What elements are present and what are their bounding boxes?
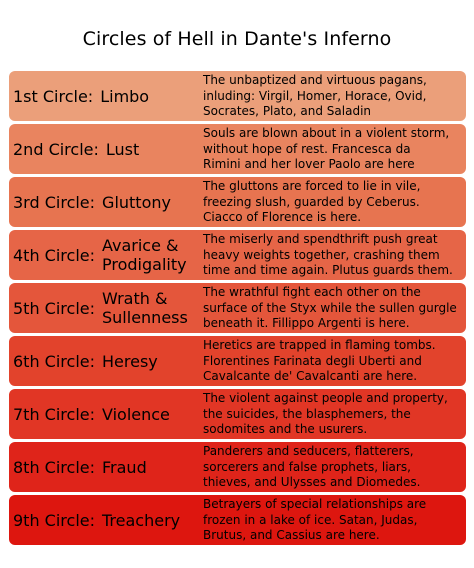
description-line: Souls are blown about in a violent storm, [203,126,450,140]
description-line: The violent against people and property, [203,391,448,405]
circle-number: 4th Circle: [13,245,95,265]
description-line: The unbaptized and virtuous pagans, [203,73,427,87]
description-line: Ciacco of Florence is here. [203,210,362,224]
circle-label [13,71,149,121]
circle-row-7 [9,389,466,439]
circle-label [13,336,158,386]
description-line: time and time again. Plutus guards them. [203,263,453,277]
circle-description [203,179,463,226]
description-line: heavy weights together, crashing them [203,247,440,262]
circle-description [203,285,463,332]
description-line: thieves, and Ulysses and Diomedes. [203,475,421,489]
circle-description [203,73,463,120]
circle-number: 3rd Circle: [13,192,96,212]
circle-row-1 [9,71,466,121]
circle-number: 1st Circle: [13,86,94,106]
circle-number: 8th Circle: [13,457,95,477]
circle-description [203,391,463,438]
circle-name: Gluttony [102,192,171,212]
page-title: Circles of Hell in Dante's Inferno [82,28,392,50]
circle-name: Violence [102,404,170,424]
description-line: Cavalcante de' Cavalcanti are here. [203,369,418,383]
description-line: The miserly and spendthrift push great [203,232,438,246]
description-line: Betrayers of special relationships are [203,497,427,511]
circle-name: Treachery [102,510,181,530]
circle-name: Avarice & Prodigality [102,236,187,274]
circle-description [203,232,463,279]
description-line: Panderers and seducers, flatterers, [203,444,414,458]
description-line: sodomites and the usurers. [203,422,368,436]
description-line: sorcerers and false prophets, liars, [203,459,411,474]
circle-number: 5th Circle: [13,298,95,318]
circle-number: 6th Circle: [13,351,95,371]
circles-list [9,71,466,548]
circle-row-8 [9,442,466,492]
description-line: Rimini and her lover Paolo are here [203,157,415,171]
description-line: Heretics are trapped in flaming tombs. [203,338,436,352]
circle-number: 2nd Circle: [13,139,99,159]
circle-description [203,444,463,491]
circle-row-9 [9,495,466,545]
circle-name: Wrath & Sullenness [102,289,188,327]
circle-name: Heresy [102,351,158,371]
circle-label [13,442,147,492]
circle-row-5 [9,283,466,333]
description-line: Socrates, Plato, and Saladin [203,104,372,118]
circle-number: 9th Circle: [13,510,95,530]
description-line: Brutus, and Cassius are here. [203,528,380,542]
description-line: The wrathful fight each other on the [203,285,421,299]
circle-name: Lust [105,139,140,159]
circle-label [13,177,171,227]
circle-label [13,230,202,280]
circle-label [13,124,139,174]
description-line: inluding: Virgil, Homer, Horace, Ovid, [203,88,427,103]
circle-description [203,338,463,385]
circle-label [13,389,170,439]
description-line: Florentines Farinata degli Uberti and [203,353,422,368]
description-line: beneath it. Fillippo Argenti is here. [203,316,410,330]
description-line: The gluttons are forced to lie in vile, [203,179,421,193]
circle-name: Limbo [100,86,150,106]
circle-row-4 [9,230,466,280]
circle-number: 7th Circle: [13,404,95,424]
circle-label [13,495,180,545]
description-line: surface of the Styx while the sullen gurgle [203,300,457,315]
description-line: the suicides, the blasphemers, the [203,406,411,421]
circle-description [203,497,463,544]
description-line: frozen in a lake of ice. Satan, Judas, [203,512,418,527]
circle-row-6 [9,336,466,386]
description-line: without hope of rest. Francesca da [203,141,411,156]
circle-description [203,126,463,173]
circle-label [13,283,202,333]
description-line: freezing slush, guarded by Ceberus. [203,194,420,209]
circle-row-2 [9,124,466,174]
circle-row-3 [9,177,466,227]
circle-name: Fraud [102,457,147,477]
